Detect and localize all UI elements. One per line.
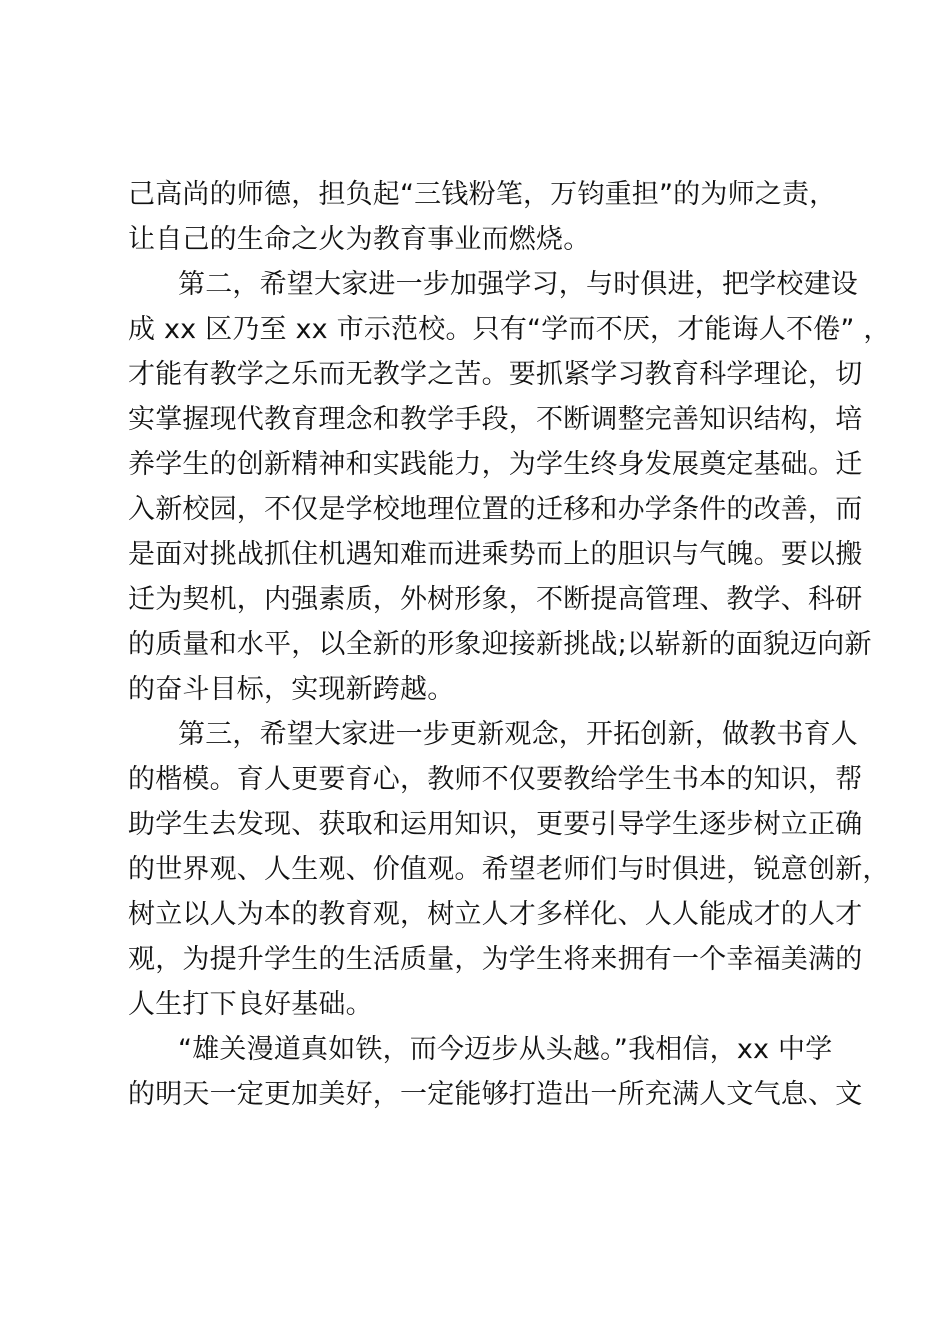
text-line-21: 的明天一定更加美好，一定能够打造出一所充满人文气息、文 — [128, 1079, 863, 1110]
text-line-18: 观，为提升学生的生活质量，为学生将来拥有一个幸福美满的 — [128, 944, 863, 975]
text-line-10: 迁为契机，内强素质，外树形象，不断提高管理、教学、科研 — [128, 584, 863, 615]
text-line-12: 的奋斗目标，实现新跨越。 — [128, 674, 455, 705]
text-line-6: 实掌握现代教育理念和教学手段，不断调整完善知识结构，培 — [128, 404, 863, 435]
text-line-16: 的世界观、人生观、价值观。希望老师们与时俱进，锐意创新， — [128, 854, 890, 885]
text-line-8: 入新校园，不仅是学校地理位置的迁移和办学条件的改善，而 — [128, 494, 863, 525]
document-body — [128, 172, 891, 1117]
text-line-11: 的质量和水平，以全新的形象迎接新挑战;以崭新的面貌迈向新 — [128, 629, 872, 660]
text-line-9: 是面对挑战抓住机遇知难而进乘势而上的胆识与气魄。要以搬 — [128, 539, 863, 570]
text-line-13: 第三，希望大家进一步更新观念，开拓创新，做教书育人 — [178, 719, 858, 750]
text-line-14: 的楷模。育人更要育心，教师不仅要教给学生书本的知识，帮 — [128, 764, 863, 795]
text-line-20: “雄关漫道真如铁，而今迈步从头越。”我相信，xx 中学 — [178, 1034, 833, 1065]
text-line-4: 成 xx 区乃至 xx 市示范校。只有“学而不厌，才能诲人不倦” ， — [128, 314, 891, 345]
text-line-5: 才能有教学之乐而无教学之苦。要抓紧学习教育科学理论，切 — [128, 359, 863, 390]
text-line-3: 第二，希望大家进一步加强学习，与时俱进，把学校建设 — [178, 269, 858, 300]
text-line-15: 助学生去发现、获取和运用知识，更要引导学生逐步树立正确 — [128, 809, 863, 840]
text-line-19: 人生打下良好基础。 — [128, 989, 373, 1020]
text-line-1: 己高尚的师德，担负起“三钱粉笔，万钧重担”的为师之责， — [128, 179, 837, 210]
text-line-2: 让自己的生命之火为教育事业而燃烧。 — [128, 224, 591, 255]
text-line-17: 树立以人为本的教育观，树立人才多样化、人人能成才的人才 — [128, 899, 863, 930]
text-line-7: 养学生的创新精神和实践能力，为学生终身发展奠定基础。迁 — [128, 449, 863, 480]
